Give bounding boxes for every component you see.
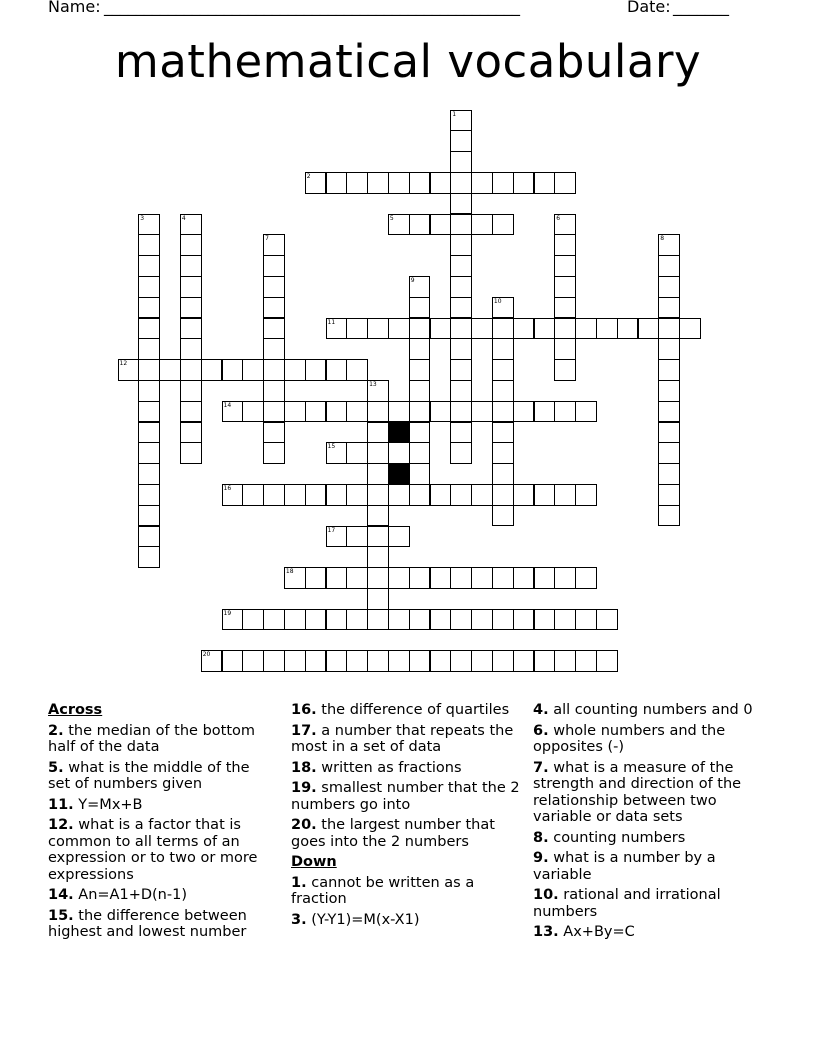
crossword-cell[interactable] <box>367 609 389 631</box>
crossword-cell[interactable] <box>596 318 618 340</box>
clue-number: 11 <box>327 318 336 326</box>
down-clue: 6. whole numbers and the opposites (-) <box>533 722 726 755</box>
crossword-cell[interactable] <box>492 401 514 423</box>
crossword-cell[interactable] <box>492 172 514 194</box>
crossword-cell[interactable] <box>305 484 327 506</box>
crossword-cell[interactable] <box>326 484 348 506</box>
across-clue: 19. smallest number that the 2 numbers go into <box>291 780 520 813</box>
crossword-cell[interactable] <box>492 463 514 485</box>
crossword-cell[interactable] <box>409 380 431 402</box>
crossword-cell[interactable] <box>658 484 680 506</box>
crossword-cell[interactable] <box>326 359 348 381</box>
crossword-cell[interactable] <box>367 567 389 589</box>
crossword-cell[interactable] <box>242 650 264 672</box>
clue-number: 14 <box>223 401 232 409</box>
crossword-cell[interactable] <box>409 484 431 506</box>
crossword-cell[interactable] <box>367 401 389 423</box>
crossword-cell[interactable] <box>138 359 160 381</box>
crossword-cell[interactable] <box>159 359 181 381</box>
crossword-cell[interactable] <box>242 359 264 381</box>
crossword-cell[interactable] <box>263 484 285 506</box>
crossword-cell[interactable] <box>658 463 680 485</box>
crossword-cell[interactable] <box>471 650 493 672</box>
crossword-cell[interactable] <box>471 214 493 236</box>
clue-number: 15 <box>327 443 336 451</box>
down-clue: 13. Ax+By=C <box>533 924 635 940</box>
crossword-cell[interactable] <box>305 401 327 423</box>
crossword-cell[interactable] <box>263 442 285 464</box>
crossword-cell[interactable] <box>409 567 431 589</box>
crossword-cell[interactable] <box>575 484 597 506</box>
crossword-cell[interactable] <box>138 234 160 256</box>
clue-number: 12 <box>119 360 128 368</box>
crossword-cell[interactable] <box>450 234 472 256</box>
crossword-cell[interactable] <box>180 401 202 423</box>
crossword-cell[interactable] <box>492 505 514 527</box>
crossword-cell[interactable] <box>450 401 472 423</box>
crossword-cell[interactable] <box>409 297 431 319</box>
clue-number: 18 <box>285 568 294 576</box>
clue-number: 3 <box>140 214 145 222</box>
clues-column-1 <box>48 702 276 945</box>
crossword-cell[interactable] <box>450 172 472 194</box>
clue-number: 20 <box>202 651 211 659</box>
crossword-cell[interactable] <box>492 380 514 402</box>
crossword-cell[interactable] <box>326 609 348 631</box>
crossword-cell[interactable] <box>658 422 680 444</box>
crossword-cell[interactable] <box>222 359 244 381</box>
crossword-cell[interactable] <box>492 609 514 631</box>
crossword-cell[interactable] <box>450 442 472 464</box>
down-clue: 8. counting numbers <box>533 829 686 846</box>
crossword-cell[interactable] <box>492 318 514 340</box>
crossword-cell[interactable] <box>138 297 160 319</box>
crossword-cell[interactable] <box>658 276 680 298</box>
down-clue: 9. what is a number by a variable <box>533 850 716 883</box>
crossword-cell[interactable] <box>367 484 389 506</box>
crossword-cell[interactable] <box>138 422 160 444</box>
clue-number: 17 <box>327 526 336 534</box>
crossword-cell[interactable] <box>554 172 576 194</box>
crossword-cell[interactable] <box>596 609 618 631</box>
crossword-cell[interactable] <box>284 484 306 506</box>
crossword-cell[interactable] <box>409 338 431 360</box>
crossword-cell[interactable] <box>305 172 327 194</box>
crossword-cell[interactable] <box>388 401 410 423</box>
crossword-cell[interactable] <box>222 650 244 672</box>
crossword-cell[interactable] <box>242 609 264 631</box>
clues-column-3 <box>533 702 761 945</box>
crossword-cell[interactable] <box>138 318 160 340</box>
crossword-cell[interactable] <box>450 255 472 277</box>
black-square <box>388 463 410 485</box>
crossword-cell[interactable] <box>388 526 410 548</box>
crossword-cell[interactable] <box>409 422 431 444</box>
name-label: Name: <box>48 0 101 16</box>
crossword-cell[interactable] <box>450 276 472 298</box>
across-clue: 5. what is the middle of the set of numbers given <box>48 759 250 792</box>
crossword-cell[interactable] <box>326 650 348 672</box>
crossword-cell[interactable] <box>284 609 306 631</box>
crossword-cell[interactable] <box>575 567 597 589</box>
crossword-cell[interactable] <box>450 214 472 236</box>
crossword-cell[interactable] <box>450 609 472 631</box>
crossword-cell[interactable] <box>679 318 701 340</box>
crossword-cell[interactable] <box>263 359 285 381</box>
crossword-cell[interactable] <box>430 609 452 631</box>
crossword-cell[interactable] <box>471 318 493 340</box>
crossword-cell[interactable] <box>492 359 514 381</box>
crossword-cell[interactable] <box>534 567 556 589</box>
crossword-cell[interactable] <box>409 609 431 631</box>
crossword-cell[interactable] <box>430 650 452 672</box>
across-clue: 15. the difference between highest and lowest number <box>48 907 247 940</box>
crossword-cell[interactable] <box>554 401 576 423</box>
crossword-cell[interactable] <box>513 172 535 194</box>
crossword-cell[interactable] <box>430 567 452 589</box>
crossword-cell[interactable] <box>534 609 556 631</box>
crossword-cell[interactable] <box>492 484 514 506</box>
crossword-cell[interactable] <box>513 650 535 672</box>
crossword-cell[interactable] <box>575 650 597 672</box>
crossword-cell[interactable] <box>450 130 472 152</box>
crossword-cell[interactable] <box>180 234 202 256</box>
crossword-cell[interactable] <box>388 484 410 506</box>
clue-number: 2 <box>306 172 311 180</box>
crossword-cell[interactable] <box>367 588 389 610</box>
across-clue: 11. Y=Mx+B <box>48 796 143 813</box>
crossword-cell[interactable] <box>554 338 576 360</box>
crossword-cell[interactable] <box>492 442 514 464</box>
crossword-cell[interactable] <box>346 172 368 194</box>
crossword-cell[interactable] <box>492 338 514 360</box>
crossword-cell[interactable] <box>554 650 576 672</box>
crossword-cell[interactable] <box>346 318 368 340</box>
crossword-cell[interactable] <box>658 318 680 340</box>
clue-number: 6 <box>556 214 561 222</box>
crossword-cell[interactable] <box>450 110 472 132</box>
crossword-cell[interactable] <box>409 650 431 672</box>
crossword-cell[interactable] <box>180 276 202 298</box>
crossword-cell[interactable] <box>450 422 472 444</box>
down-clue: 3. (Y-Y1)=M(x-X1) <box>291 911 420 928</box>
crossword-cell[interactable] <box>180 338 202 360</box>
crossword-cell[interactable] <box>346 526 368 548</box>
crossword-cell[interactable] <box>284 567 306 589</box>
crossword-cell[interactable] <box>180 442 202 464</box>
crossword-cell[interactable] <box>471 567 493 589</box>
crossword-cell[interactable] <box>430 318 452 340</box>
crossword-cell[interactable] <box>471 172 493 194</box>
across-clue: 18. written as fractions <box>291 759 462 776</box>
crossword-cell[interactable] <box>263 255 285 277</box>
crossword-cell[interactable] <box>450 359 472 381</box>
crossword-cell[interactable] <box>575 318 597 340</box>
crossword-cell[interactable] <box>554 359 576 381</box>
crossword-cell[interactable] <box>263 276 285 298</box>
crossword-cell[interactable] <box>326 567 348 589</box>
crossword-cell[interactable] <box>305 359 327 381</box>
crossword-cell[interactable] <box>409 318 431 340</box>
crossword-cell[interactable] <box>409 359 431 381</box>
crossword-cell[interactable] <box>658 234 680 256</box>
crossword-cell[interactable] <box>305 567 327 589</box>
crossword-cell[interactable] <box>409 276 431 298</box>
crossword-cell[interactable] <box>180 359 202 381</box>
crossword-cell[interactable] <box>554 609 576 631</box>
crossword-cell[interactable] <box>201 650 223 672</box>
crossword-cell[interactable] <box>513 567 535 589</box>
crossword-cell[interactable] <box>534 172 556 194</box>
crossword-cell[interactable] <box>222 484 244 506</box>
crossword-cell[interactable] <box>367 650 389 672</box>
crossword-cell[interactable] <box>409 401 431 423</box>
crossword-cell[interactable] <box>180 380 202 402</box>
clues-column-2 <box>291 702 521 932</box>
crossword-cell[interactable] <box>534 484 556 506</box>
crossword-cell[interactable] <box>263 422 285 444</box>
date-field-line: _______ <box>673 0 729 16</box>
crossword-cell[interactable] <box>388 318 410 340</box>
crossword-cell[interactable] <box>367 505 389 527</box>
crossword-cell[interactable] <box>450 151 472 173</box>
crossword-cell[interactable] <box>118 359 140 381</box>
crossword-cell[interactable] <box>346 484 368 506</box>
crossword-cell[interactable] <box>326 526 348 548</box>
crossword-cell[interactable] <box>180 255 202 277</box>
down-clue: 10. rational and irrational numbers <box>533 887 721 920</box>
crossword-cell[interactable] <box>242 401 264 423</box>
crossword-cell[interactable] <box>180 318 202 340</box>
clue-number: 8 <box>660 235 665 243</box>
crossword-cell[interactable] <box>554 214 576 236</box>
crossword-cell[interactable] <box>367 172 389 194</box>
crossword-cell[interactable] <box>367 526 389 548</box>
crossword-cell[interactable] <box>513 484 535 506</box>
crossword-cell[interactable] <box>492 214 514 236</box>
crossword-cell[interactable] <box>513 609 535 631</box>
crossword-cell[interactable] <box>658 255 680 277</box>
down-clue: 7. what is a measure of the strength and direction of the relationship between two variable or data sets <box>533 759 742 825</box>
crossword-cell[interactable] <box>450 484 472 506</box>
crossword-cell[interactable] <box>658 338 680 360</box>
crossword-cell[interactable] <box>471 609 493 631</box>
clue-number: 16 <box>223 484 232 492</box>
crossword-cell[interactable] <box>388 172 410 194</box>
down-clue: 4. all counting numbers and 0 <box>533 702 753 718</box>
crossword-cell[interactable] <box>138 214 160 236</box>
crossword-cell[interactable] <box>430 484 452 506</box>
across-clue: 12. what is a factor that is common to all terms of an expression or to two or more expressions <box>48 817 258 883</box>
crossword-cell[interactable] <box>388 650 410 672</box>
crossword-cell[interactable] <box>534 318 556 340</box>
clue-number: 19 <box>223 609 232 617</box>
crossword-cell[interactable] <box>367 422 389 444</box>
crossword-cell[interactable] <box>138 380 160 402</box>
crossword-cell[interactable] <box>471 484 493 506</box>
crossword-cell[interactable] <box>658 401 680 423</box>
crossword-cell[interactable] <box>534 650 556 672</box>
black-square <box>388 422 410 444</box>
crossword-cell[interactable] <box>222 401 244 423</box>
crossword-cell[interactable] <box>180 422 202 444</box>
clue-number: 4 <box>181 214 186 222</box>
page-title: mathematical vocabulary <box>114 35 702 88</box>
crossword-cell[interactable] <box>450 297 472 319</box>
crossword-cell[interactable] <box>658 297 680 319</box>
crossword-cell[interactable] <box>346 401 368 423</box>
clue-number: 13 <box>369 380 377 388</box>
crossword-cell[interactable] <box>554 234 576 256</box>
crossword-cell[interactable] <box>326 172 348 194</box>
clue-number: 1 <box>452 110 457 118</box>
crossword-cell[interactable] <box>138 401 160 423</box>
crossword-cell[interactable] <box>492 650 514 672</box>
crossword-cell[interactable] <box>346 359 368 381</box>
crossword-cell[interactable] <box>222 609 244 631</box>
crossword-cell[interactable] <box>430 401 452 423</box>
crossword-cell[interactable] <box>409 442 431 464</box>
crossword-cell[interactable] <box>346 650 368 672</box>
crossword-cell[interactable] <box>180 297 202 319</box>
crossword-cell[interactable] <box>305 609 327 631</box>
crossword-cell[interactable] <box>554 255 576 277</box>
crossword-cell[interactable] <box>450 338 472 360</box>
crossword-cell[interactable] <box>284 650 306 672</box>
crossword-cell[interactable] <box>409 214 431 236</box>
crossword-cell[interactable] <box>554 276 576 298</box>
crossword-cell[interactable] <box>367 318 389 340</box>
crossword-cell[interactable] <box>596 650 618 672</box>
down-clue: 1. cannot be written as a fraction <box>291 874 475 907</box>
crossword-cell[interactable] <box>138 276 160 298</box>
across-clue: 17. a number that repeats the most in a set of data <box>291 722 514 755</box>
crossword-cell[interactable] <box>388 214 410 236</box>
crossword-cell[interactable] <box>284 401 306 423</box>
name-field-line: ____________________________________________________ <box>104 0 520 16</box>
crossword-cell[interactable] <box>201 359 223 381</box>
crossword-cell[interactable] <box>554 297 576 319</box>
across-clue: 20. the largest number that goes into the 2 numbers <box>291 817 495 850</box>
crossword-cell[interactable] <box>180 214 202 236</box>
crossword-cell[interactable] <box>617 318 639 340</box>
crossword-cell[interactable] <box>263 318 285 340</box>
across-clue: 14. An=A1+D(n-1) <box>48 887 187 903</box>
crossword-cell[interactable] <box>450 380 472 402</box>
crossword-cell[interactable] <box>492 567 514 589</box>
crossword-cell[interactable] <box>305 650 327 672</box>
clue-number: 9 <box>410 276 415 284</box>
crossword-cell[interactable] <box>492 297 514 319</box>
crossword-cell[interactable] <box>326 442 348 464</box>
clue-number: 7 <box>265 235 269 243</box>
crossword-cell[interactable] <box>430 172 452 194</box>
crossword-cell[interactable] <box>263 338 285 360</box>
crossword-cell[interactable] <box>409 463 431 485</box>
crossword-cell[interactable] <box>263 297 285 319</box>
crossword-cell[interactable] <box>346 442 368 464</box>
crossword-cell[interactable] <box>263 380 285 402</box>
crossword-cell[interactable] <box>471 401 493 423</box>
crossword-cell[interactable] <box>450 650 472 672</box>
crossword-cell[interactable] <box>575 609 597 631</box>
crossword-cell[interactable] <box>638 318 660 340</box>
crossword-cell[interactable] <box>658 442 680 464</box>
crossword-cell[interactable] <box>658 380 680 402</box>
crossword-cell[interactable] <box>263 609 285 631</box>
crossword-cell[interactable] <box>284 359 306 381</box>
crossword-cell[interactable] <box>492 422 514 444</box>
crossword-cell[interactable] <box>138 505 160 527</box>
crossword-cell[interactable] <box>138 442 160 464</box>
across-clue: 2. the median of the bottom half of the data <box>48 722 256 755</box>
crossword-cell[interactable] <box>450 567 472 589</box>
date-label: Date: <box>627 0 671 16</box>
crossword-cell[interactable] <box>513 318 535 340</box>
crossword-cell[interactable] <box>138 338 160 360</box>
crossword-cell[interactable] <box>138 546 160 568</box>
crossword-cell[interactable] <box>346 567 368 589</box>
crossword-cell[interactable] <box>367 463 389 485</box>
crossword-cell[interactable] <box>367 546 389 568</box>
crossword-cell[interactable] <box>513 401 535 423</box>
crossword-cell[interactable] <box>326 401 348 423</box>
crossword-cell[interactable] <box>367 380 389 402</box>
down-heading: Down <box>291 854 337 870</box>
crossword-cell[interactable] <box>450 318 472 340</box>
crossword-cell[interactable] <box>242 484 264 506</box>
crossword-cell[interactable] <box>554 567 576 589</box>
crossword-cell[interactable] <box>263 650 285 672</box>
clue-number: 5 <box>389 214 394 222</box>
crossword-cell[interactable] <box>138 484 160 506</box>
crossword-cell[interactable] <box>326 318 348 340</box>
crossword-cell[interactable] <box>138 526 160 548</box>
crossword-cell[interactable] <box>554 318 576 340</box>
crossword-cell[interactable] <box>388 609 410 631</box>
crossword-cell[interactable] <box>534 401 556 423</box>
crossword-cell[interactable] <box>658 505 680 527</box>
across-clue: 16. the difference of quartiles <box>291 702 510 718</box>
crossword-cell[interactable] <box>367 442 389 464</box>
crossword-cell[interactable] <box>138 463 160 485</box>
crossword-cell[interactable] <box>430 214 452 236</box>
crossword-cell[interactable] <box>138 255 160 277</box>
crossword-cell[interactable] <box>450 193 472 215</box>
crossword-cell[interactable] <box>575 401 597 423</box>
crossword-cell[interactable] <box>263 401 285 423</box>
crossword-cell[interactable] <box>658 359 680 381</box>
crossword-cell[interactable] <box>263 234 285 256</box>
crossword-cell[interactable] <box>388 567 410 589</box>
clue-number: 10 <box>493 297 502 305</box>
crossword-cell[interactable] <box>346 609 368 631</box>
crossword-cell[interactable] <box>554 484 576 506</box>
crossword-cell[interactable] <box>409 172 431 194</box>
across-heading: Across <box>48 702 103 718</box>
